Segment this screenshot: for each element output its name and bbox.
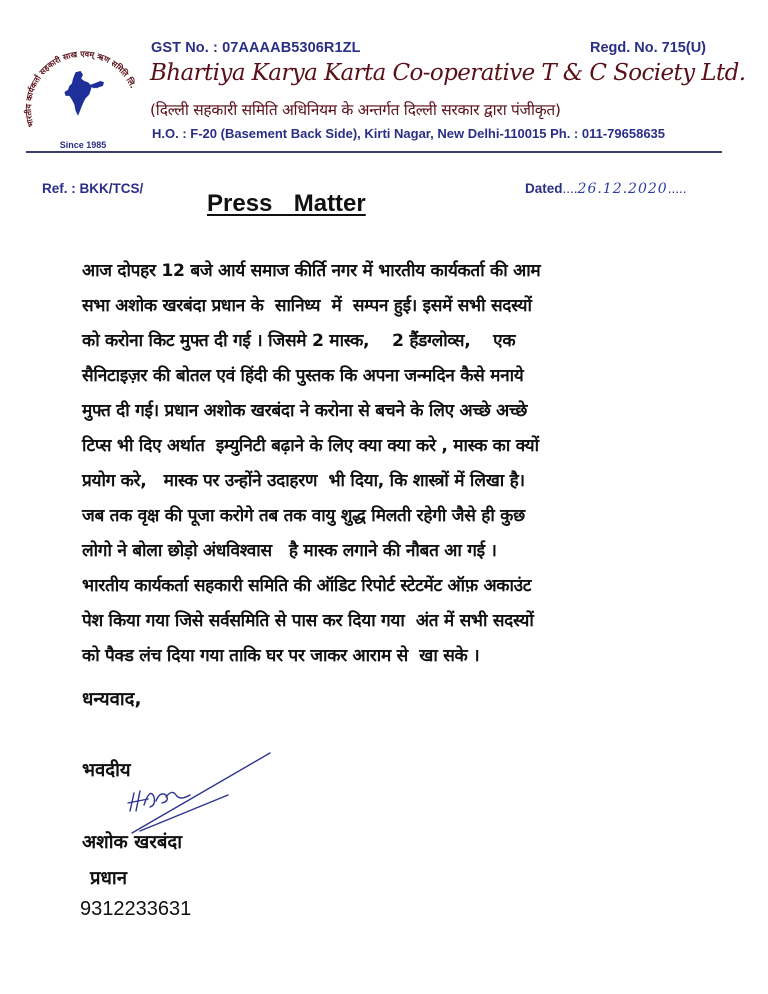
india-map-icon bbox=[64, 71, 100, 116]
body-line: पेश किया गया जिसे सर्वसमिति से पास कर दिया गया अंत में सभी सदस्यों bbox=[82, 611, 534, 631]
signer-name: अशोक खरबंदा bbox=[82, 832, 183, 853]
logo-since: Since 1985 bbox=[59, 140, 107, 150]
body-line: प्रयोग करे, मास्क पर उन्होंने उदाहरण भी दिया, कि शास्त्रों में लिखा है। bbox=[82, 471, 525, 491]
page-title: Press Matter bbox=[207, 190, 366, 217]
organization-name: Bhartiya Karya Karta Co-operative T & C Society Ltd. bbox=[150, 60, 746, 86]
head-office-address: H.O. : F-20 (Basement Back Side), Kirti Nagar, New Delhi-110015 Ph. : 011-79658635 bbox=[152, 126, 666, 141]
date-dots-trailing: ..... bbox=[667, 181, 687, 196]
gst-number: GST No. : 07AAAAB5306R1ZL bbox=[151, 40, 361, 56]
organization-subtitle: (दिल्ली सहकारी समिति अधिनियम के अन्तर्गत दिल्ली सरकार द्वारा पंजीकृत) bbox=[150, 101, 561, 119]
body-line: टिप्स भी दिए अर्थात इम्युनिटी बढ़ाने के लिए क्या क्या करे , मास्क का क्यों bbox=[82, 436, 539, 456]
body-line: भारतीय कार्यकर्ता सहकारी समिति की ऑडिट रिपोर्ट स्टेटमेंट ऑफ़ अकाउंट bbox=[82, 576, 532, 596]
date-label: Dated bbox=[525, 181, 563, 196]
logo-ring-text: भारतीय कार्यकर्ता सहकारी साख एवम् ऋण समिति लि. bbox=[23, 49, 138, 129]
date-field bbox=[525, 181, 686, 197]
registration-number: Regd. No. 715(U) bbox=[589, 40, 706, 56]
date-dots: .... bbox=[562, 181, 578, 196]
body-line: सभा अशोक खरबंदा प्रधान के सानिध्य में सम्पन हुई। इसमें सभी सदस्यों bbox=[82, 296, 532, 316]
body-line: सैनिटाइज़र की बोतल एवं हिंदी की पुस्तक कि अपना जन्मदिन कैसे मनाये bbox=[82, 366, 524, 386]
closing-thanks: धन्यवाद, bbox=[82, 689, 142, 710]
body-line: को करोना किट मुफ्त दी गई । जिसमे 2 मास्क, 2 हैंडग्लोव्स, एक bbox=[82, 331, 516, 351]
signer-phone: 9312233631 bbox=[80, 898, 192, 920]
closing-sincerely: भवदीय bbox=[82, 760, 131, 781]
signer-designation: प्रधान bbox=[90, 868, 127, 889]
body-line: आज दोपहर 12 बजे आर्य समाज कीर्ति नगर में भारतीय कार्यकर्ता की आम bbox=[82, 261, 541, 281]
letterhead-divider bbox=[26, 151, 722, 153]
body-line: लोगो ने बोला छोड़ो अंधविश्वास है मास्क लगाने की नौबत आ गई । bbox=[82, 541, 497, 561]
signature bbox=[110, 745, 280, 840]
reference-number: Ref. : BKK/TCS/ bbox=[42, 181, 144, 196]
body-line: मुफ्त दी गई। प्रधान अशोक खरबंदा ने करोना से बचने के लिए अच्छे अच्छे bbox=[82, 401, 528, 421]
society-logo bbox=[22, 34, 144, 152]
press-body bbox=[82, 254, 732, 674]
date-value: 26.12.2020 bbox=[577, 181, 668, 197]
body-line: को पैक्ड लंच दिया गया ताकि घर पर जाकर आराम से खा सके । bbox=[82, 646, 480, 666]
body-line: जब तक वृक्ष की पूजा करोगे तब तक वायु शुद्ध मिलती रहेगी जैसे ही कुछ bbox=[82, 506, 525, 526]
